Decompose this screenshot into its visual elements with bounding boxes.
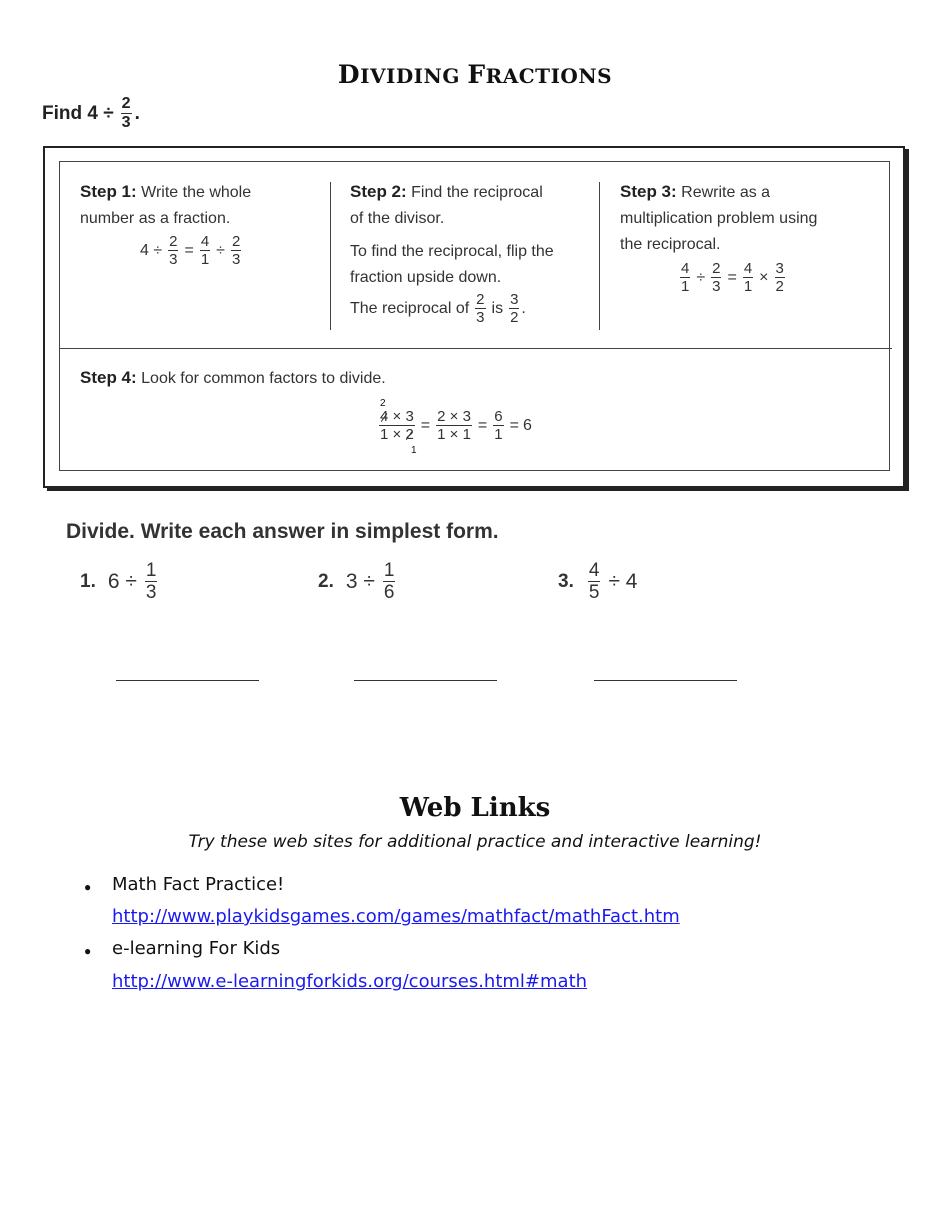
step-2-reciprocal: The reciprocal of $\frac{2}{3}$ is $\frac{3}{2}$ .: [350, 291, 526, 326]
answer-line-3[interactable]: [594, 680, 737, 681]
cancel-small-top: 2: [380, 398, 386, 409]
step-4: Step 4: Look for common factors to divide.: [80, 368, 386, 387]
step-4-expression: $\frac{4 \times 3}{1 \times 2}$ = $\frac{2 \times 3}{1 \times 1}$ = $\frac{6}{1}$ = 6: [380, 408, 532, 443]
link-label-e-learning: e-learning For Kids: [112, 938, 281, 959]
find-prompt: Find 4 ÷ $\frac{2}{3}$ .: [42, 95, 140, 131]
step-3: Step 3: Rewrite as a multiplication problem using the reciprocal.: [620, 182, 818, 253]
column-divider: [330, 182, 331, 330]
link-label-math-fact: Math Fact Practice!: [112, 874, 285, 895]
bullet-icon: ●: [84, 944, 92, 958]
problem-1: 1. 6 ÷ $\frac{1}{3}$: [80, 560, 157, 603]
answer-line-2[interactable]: [354, 680, 497, 681]
exercise-heading: Divide. Write each answer in simplest form.: [66, 520, 499, 543]
web-links-subtitle: Try these web sites for additional practice and interactive learning!: [188, 832, 762, 852]
step-1-expression: 4 ÷ $\frac{2}{3}$ = $\frac{4}{1}$ ÷ $\frac{2}{3}$: [140, 233, 241, 268]
link-e-learning[interactable]: http://www.e-learningforkids.org/courses.html#math: [112, 971, 588, 992]
problem-3: 3. $\frac{4}{5}$ ÷ 4: [558, 560, 638, 603]
web-links-heading: Web Links: [399, 793, 551, 823]
step-2: Step 2: Find the reciprocal of the divisor. To find the reciprocal, flip the fraction upside down.: [350, 182, 554, 286]
answer-line-1[interactable]: [116, 680, 259, 681]
bullet-icon: ●: [84, 880, 92, 894]
step-1: Step 1: Write the whole number as a fraction.: [80, 182, 252, 227]
step-3-expression: $\frac{4}{1}$ ÷ $\frac{2}{3}$ = $\frac{4}{1}$ × $\frac{3}{2}$: [681, 260, 784, 295]
cancel-small-bottom: 1: [411, 445, 417, 456]
problem-2: 2. 3 ÷ $\frac{1}{6}$: [318, 560, 395, 603]
column-divider: [599, 182, 600, 330]
page-title: DIVIDING FRACTIONS: [337, 60, 613, 89]
steps-divider: [59, 348, 892, 349]
link-math-fact[interactable]: http://www.playkidsgames.com/games/mathfact/mathFact.htm: [112, 906, 680, 927]
